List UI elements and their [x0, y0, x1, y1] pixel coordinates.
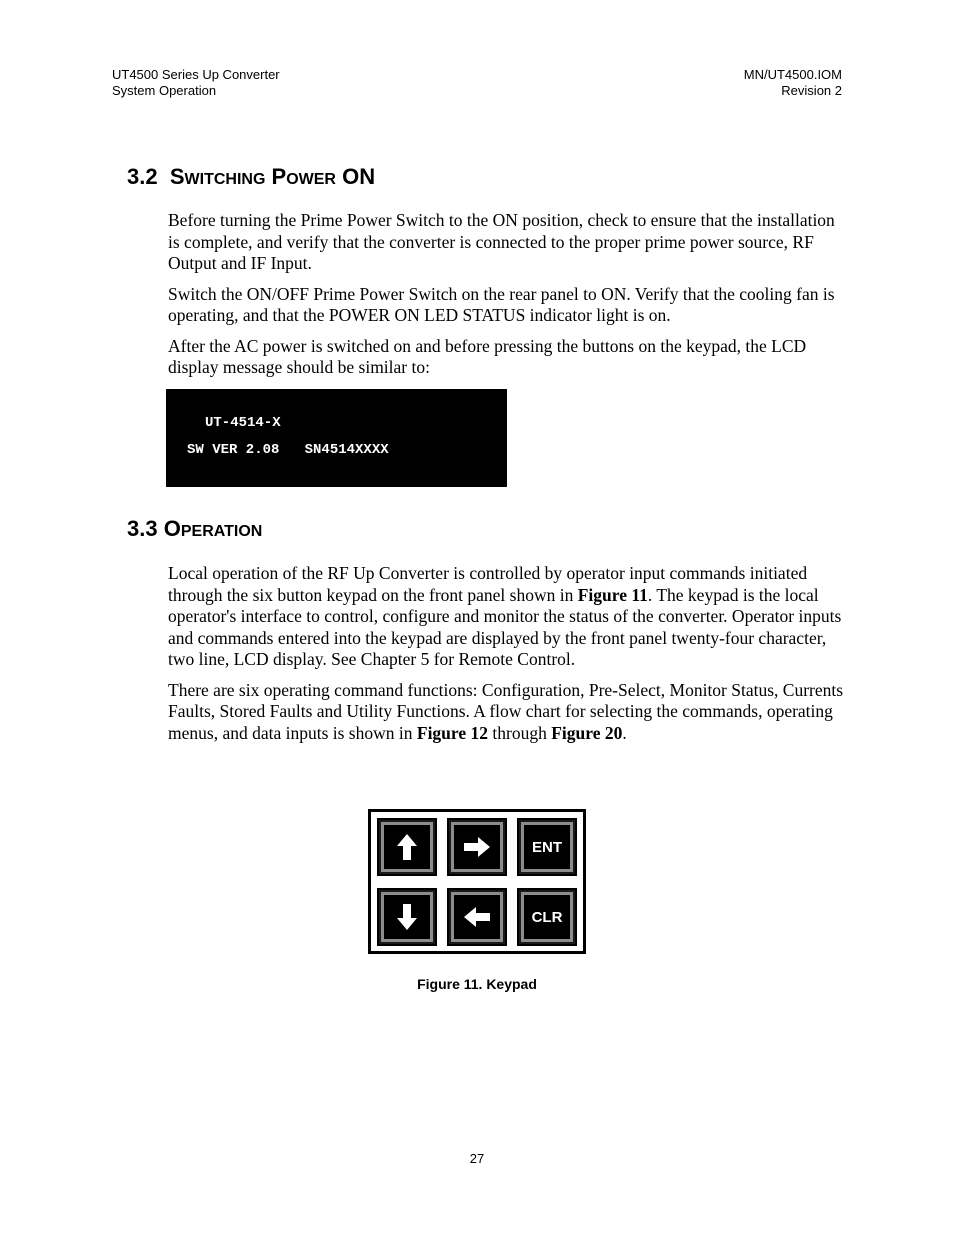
- running-header-right: [744, 67, 842, 99]
- section-32-body: [168, 210, 848, 388]
- section-number: 3.3: [127, 516, 158, 541]
- arrow-down-icon: [396, 903, 418, 931]
- paragraph: Before turning the Prime Power Switch to the ON position, check to ensure that the installation is complete, and verify that the converter is connected to the proper prime power source, RF Output and IF Input.: [168, 210, 835, 273]
- section-33-body: [168, 563, 848, 753]
- keypad-clear-key: [517, 888, 577, 946]
- keypad-down-key: [377, 888, 437, 946]
- enter-key-label: ENT: [524, 825, 570, 869]
- page-number: 27: [469, 1151, 485, 1166]
- keypad-enter-key: [517, 818, 577, 876]
- keypad-right-key: [447, 818, 507, 876]
- header-doc-number: MN/UT4500.IOM: [743, 67, 842, 82]
- section-number: 3.2: [127, 164, 158, 189]
- header-doc-title: UT4500 Series Up Converter: [112, 67, 280, 82]
- header-revision: Revision 2: [781, 83, 842, 98]
- arrow-up-icon: [396, 833, 418, 861]
- figure-reference: Figure 11: [577, 584, 648, 605]
- clear-key-label: CLR: [524, 895, 570, 939]
- paragraph: Switch the ON/OFF Prime Power Switch on the rear panel to ON. Verify that the cooling fan is operating, and that the POWER ON LED STATUS indicator light is on.: [168, 283, 835, 325]
- section-heading-switching-power-on: 3.2 SWITCHING POWER ON: [127, 164, 376, 189]
- figure-caption: Figure 11. Keypad: [417, 976, 537, 992]
- lcd-line-2: SW VER 2.08 SN4514XXXX: [187, 442, 389, 458]
- lcd-line-1: UT-4514-X: [205, 415, 281, 431]
- keypad-up-key: [377, 818, 437, 876]
- arrow-right-icon: [463, 836, 491, 858]
- running-header-left: [112, 67, 280, 99]
- paragraph: After the AC power is switched on and before pressing the buttons on the keypad, the LCD display message should be similar to:: [168, 335, 807, 377]
- arrow-left-icon: [463, 906, 491, 928]
- figure-reference: Figure 20: [551, 722, 623, 743]
- lcd-display: [166, 389, 507, 487]
- paragraph: There are six operating command functions: Configuration, Pre-Select, Monitor Status, Currents Faults, Stored Faults and Utility Functions. A flow chart for selecting the commands, operating menus, and data inputs is shown in Figure 12 through Figure 20.: [168, 679, 844, 743]
- keypad-left-key: [447, 888, 507, 946]
- section-heading-operation: 3.3 OPERATION: [127, 516, 263, 541]
- figure-reference: Figure 12: [416, 722, 489, 743]
- keypad-figure: [368, 809, 586, 954]
- paragraph: Local operation of the RF Up Converter is controlled by operator input commands initiated through the six button keypad on the front panel shown in Figure 11. The keypad is the local operator's interface to control, configure and monitor the status of the converter. Operator inputs and commands entered into the keypad are displayed by the front panel twenty-four character, two line, LCD display. See Chapter 5 for Remote Control.: [168, 563, 842, 669]
- header-chapter-title: System Operation: [112, 83, 217, 98]
